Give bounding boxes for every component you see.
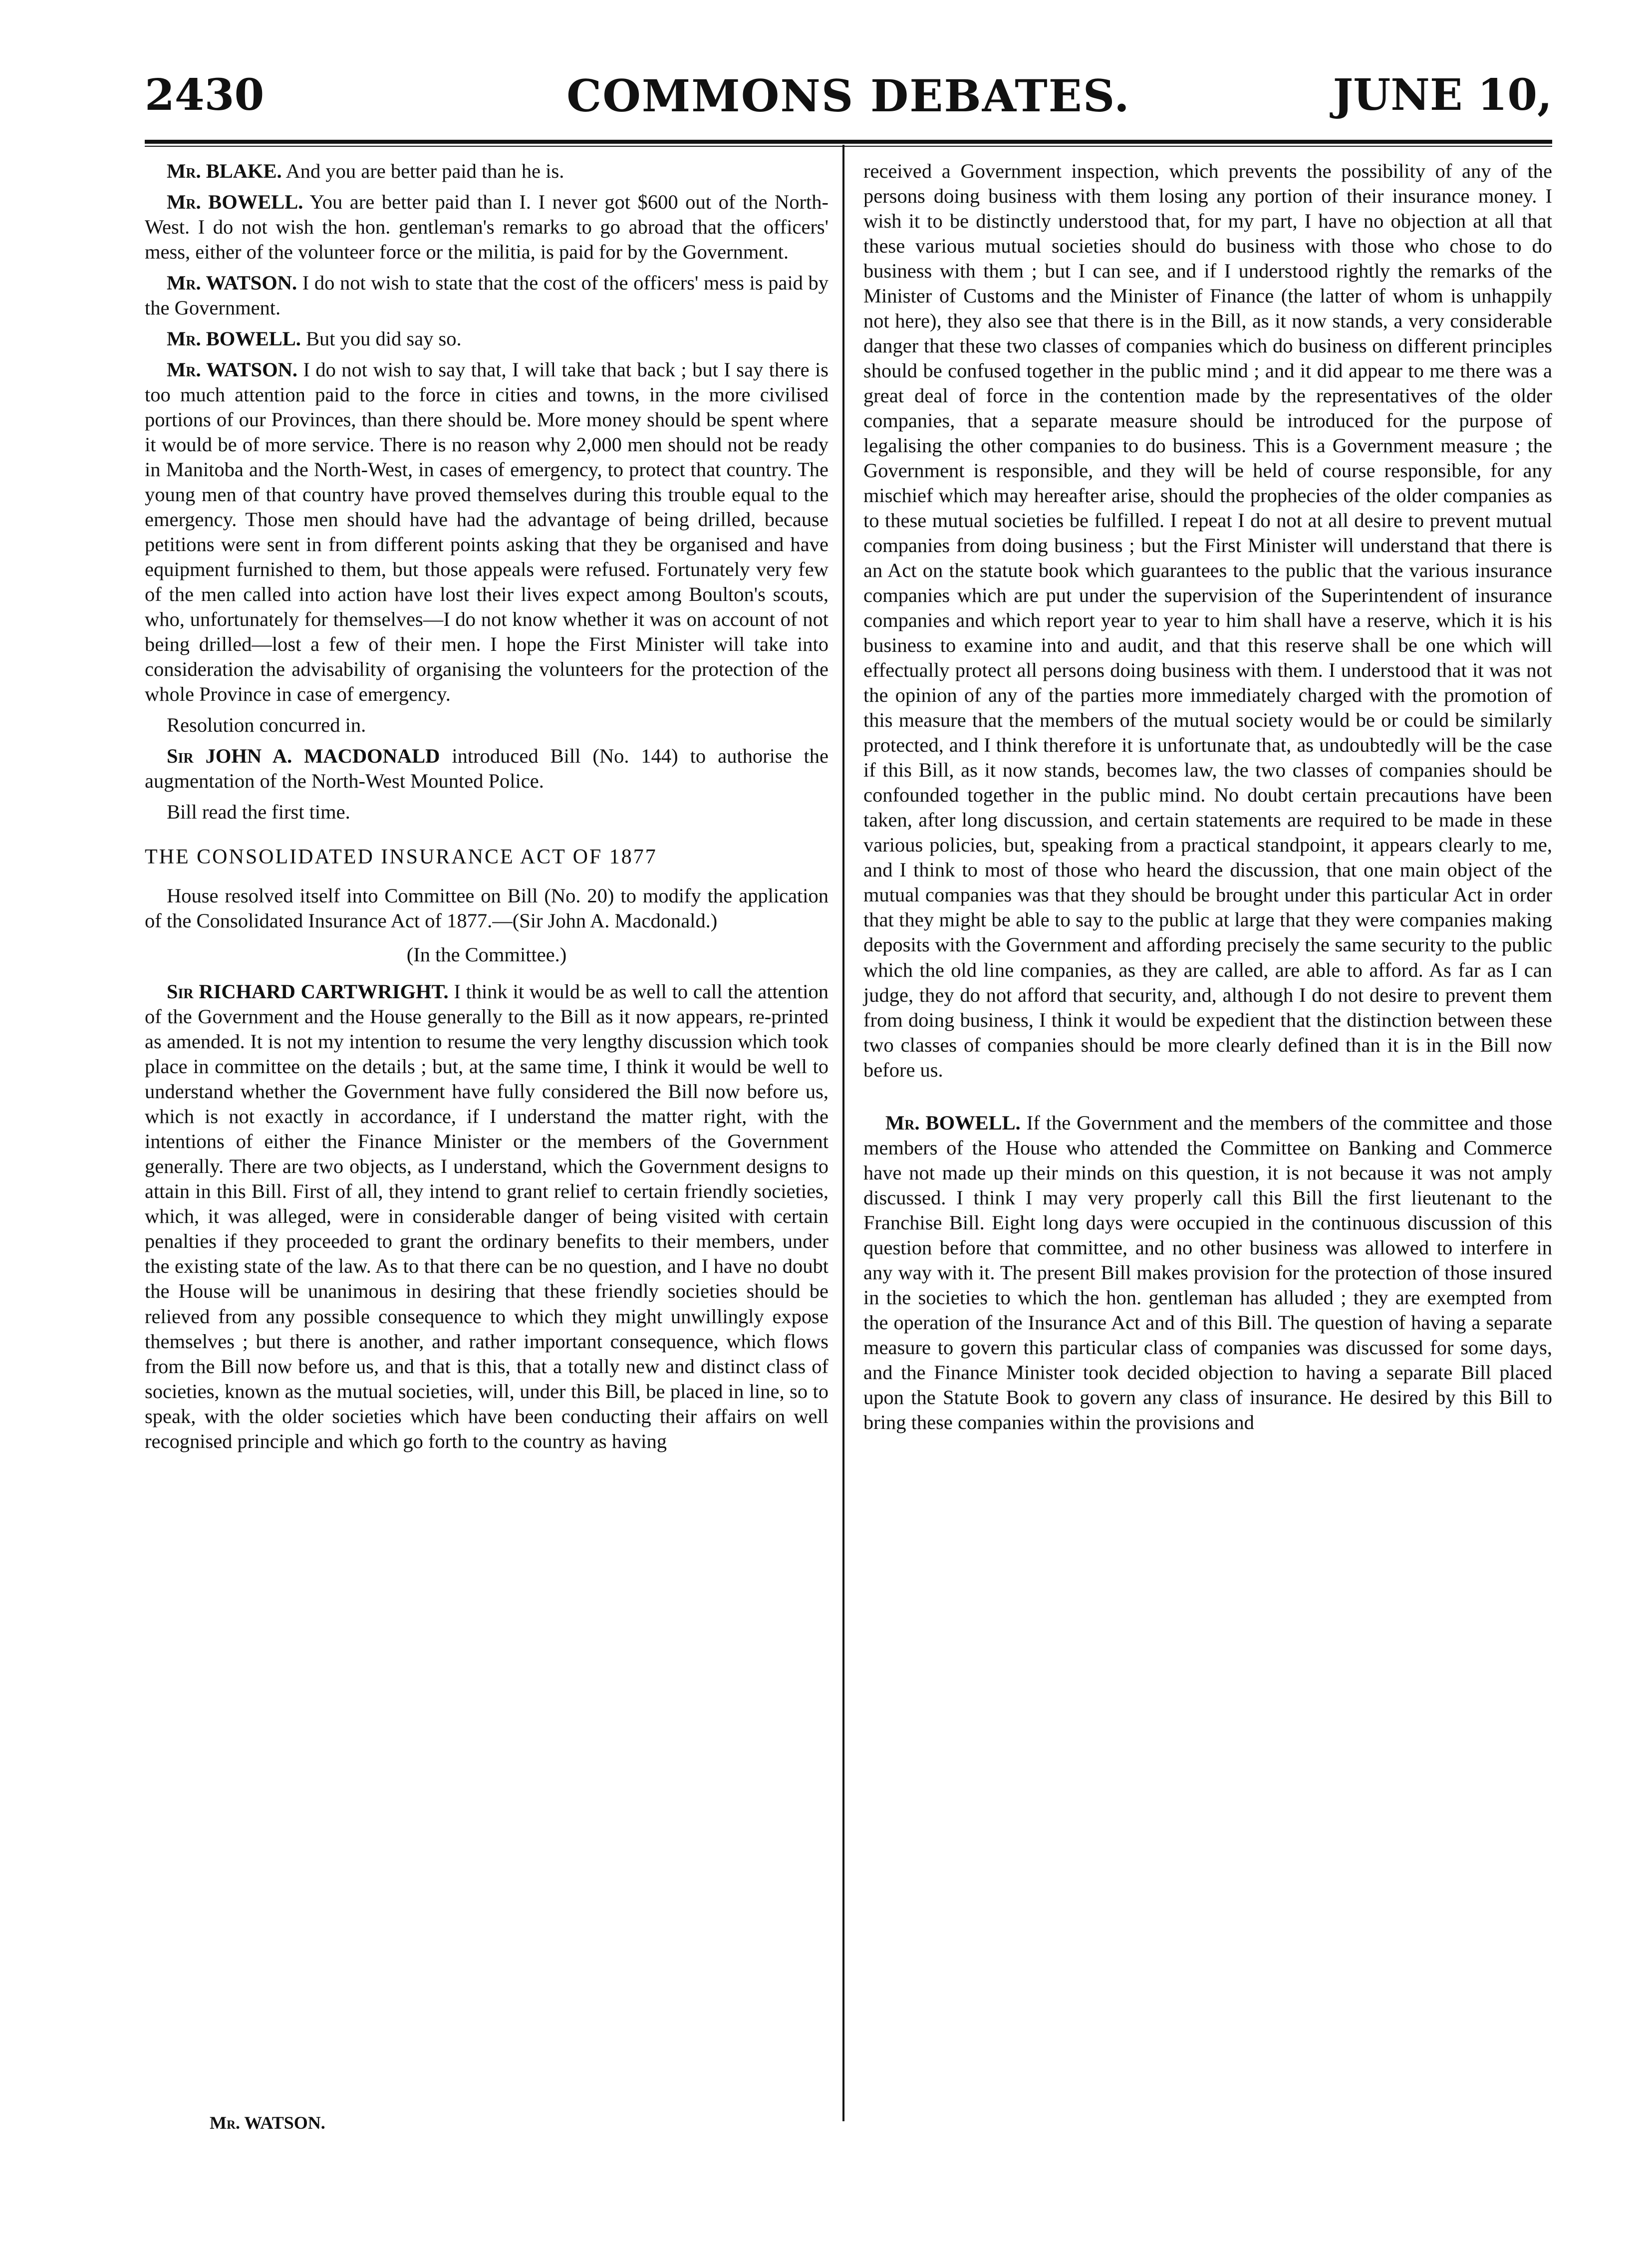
- speaker-name: Sir JOHN A. MACDONALD: [167, 745, 440, 768]
- procedural-text: Bill read the first time.: [167, 801, 350, 824]
- paragraph: [145, 979, 828, 1453]
- header-date: JUNE 10,: [1333, 70, 1552, 120]
- speech-text: I think it would be as well to call the attention of the Government and the House generally to the Bill as it now appears, re-printed as amended. It is not my intention to resume the very lengthy discussion which took place in committee on the details ; but, at the same time, I think it would be well to understand whether the Government have fully considered the Bill now before us, which is not exactly in accordance, if I understand the matter right, with the intentions of either the Finance Minister or the members of the Government generally. There are two objects, as I understand, which the Government designs to attain in this Bill. First of all, they intend to grant relief to certain friendly societies, which, it was alleged, were in considerable danger of being visited with certain penalties if they proceeded to grant the ordinary benefits to their members, under the existing state of the law. As to that there can be no question, and I have no doubt the House will be unanimous in desiring that these friendly societies should be relieved from any possible consequence to which they might unwillingly expose themselves ; but there is another, and rather important consequence, which flows from the Bill now before us, and that is this, that a totally new and distinct class of societies, known as the mutual societies, will, under this Bill, be placed in line, so to speak, with the older societies which have been conducting their affairs on well recognised principle and which go forth to the country as having: [145, 980, 828, 1452]
- continuation-paragraph: received a Government inspection, which prevents the possibility of any of the persons doing business with them losing any portion of their insurance money. I wish it to be distinctly understood that, for my part, I have no objection at all that these various mutual societies should do business with those who chose to do business with them ; but I can see, and if I understood rightly the remarks of the Minister of Customs and the Minister of Finance (the latter of whom is unhappily not here), they also see that there is in the Bill, as it now stands, a very considerable danger that these two classes of companies which do business on different principles should be confused together in the public mind ; and it did appear to me there was a great deal of force in the contention made by the representatives of the older companies, that a separate measure should be introduced for the purpose of legalising the other companies to do business. This is a Government measure ; the Government is responsible, and they will be held of course responsible, for any mischief which may hereafter arise, should the prophecies of the older companies as to these mutual societies be fulfilled. I repeat I do not at all desire to prevent mutual companies from doing business ; but the First Minister will understand that there is an Act on the statute book which guarantees to the public that the various insurance companies which are put under the supervision of the Superintendent of insurance companies and which report year to year to him shall have a reserve, which it is his business to examine into and audit, and that this reserve shall be one which will effectually protect all persons doing business with them. I understood that it was not the opinion of any of the parties more immediately charged with the promotion of this measure that the members of the mutual society would be or could be similarly protected, and I think therefore it is unfortunate that, as undoubtedly will be the case if this Bill, as it now stands, becomes law, the two classes of companies should be confounded together in the public mind. No doubt certain precautions have been taken, after long discussion, and certain statements are required to be made in these various policies, but, speaking from a practical standpoint, it appears clearly to me, and I think to most of those who heard the discussion, that one main object of the mutual companies was that they should be brought under this particular Act in order that they might be able to say to the public at large that they were companies making deposits with the Government and affording precisely the same security to the public which the old line companies, as they are called, are able to afford. As far as I can judge, they do not afford that security, and, although I do not desire to prevent them from doing business, I think it would be expedient that the distinction between these two classes of companies should be more clearly defined than it is in the Bill now before us.: [863, 160, 1552, 1081]
- speech-text: But you did say so.: [306, 327, 462, 350]
- procedural-text: Resolution concurred in.: [167, 714, 366, 737]
- procedural-note: [145, 800, 828, 825]
- section-intro: House resolved itself into Committee on Bill (No. 20) to modify the application of the Consolidated Insurance Act of 1877.—(Sir John A. Macdonald.): [145, 884, 828, 932]
- speaker-name: Mr. WATSON.: [167, 272, 297, 294]
- speaker-name: Mr. BOWELL.: [167, 191, 303, 214]
- header-rule: [145, 140, 1552, 144]
- right-column: [863, 159, 1552, 1441]
- paragraph: [145, 159, 828, 184]
- speech-text: introduced Bill (No. 144) to authorise the augmentation of the North-West Mounted Police.: [145, 745, 829, 793]
- speech-text: I do not wish to state that the cost of the officers' mess is paid by the Government.: [145, 272, 828, 319]
- speaker-name: Mr. WATSON.: [167, 358, 297, 381]
- speech-text: And you are better paid than he is.: [285, 160, 564, 182]
- publication-title: COMMONS DEBATES.: [566, 70, 1130, 122]
- paragraph: [145, 271, 828, 320]
- page-number: 2430: [145, 70, 265, 120]
- paragraph: [145, 326, 828, 351]
- paragraph: [145, 744, 828, 794]
- paragraph: [145, 357, 828, 707]
- column-divider: [842, 145, 844, 2121]
- paragraph: [145, 190, 828, 265]
- procedural-note: [145, 713, 828, 738]
- paragraph: [863, 1111, 1552, 1435]
- paragraph-gap: [863, 1089, 1552, 1111]
- speech-text: I do not wish to say that, I will take that back ; but I say there is too much attention paid to the force in cities and towns, in the more civilised portions of our Provinces, than there should be. More money should be spent where it would be of more service. There is no reason why 2,000 men should not be ready in Manitoba and the North-West, in cases of emergency, to protect that country. The young men of that country have proved themselves during this trouble equal to the emergency. Those men should have had the advantage of being drilled, because petitions were sent in from different points asking that they be organised and have equipment furnished to them, but those appeals were refused. Fortunately very few of the men called into action have lost their lives expect among Boulton's scouts, who, unfortunately for themselves—I do not know whether it was on account of not being drilled—lost a few of their men. I hope the First Minister will take into consideration the advisability of organising the volunteers for the protection of the whole Province in case of emergency.: [145, 358, 829, 706]
- committee-note: (In the Committee.): [406, 943, 567, 966]
- footer-speaker-catchword: Mr. WATSON.: [210, 2113, 325, 2133]
- speech-text: If the Government and the members of the committee and those members of the House who attended the Committee on Banking and Commerce have not made up their minds on this question, it is not because it was not amply discussed. I think I may very properly call this Bill the first lieutenant to the Franchise Bill. Eight long days were occupied in the continuous discussion of this question before that committee, and no other business was allowed to interfere in any way with it. The present Bill makes provision for the protection of those insured in the societies to which the hon. gentleman has alluded ; they are exempted from the operation of the Insurance Act and of this Bill. The question of having a separate measure to govern this particular class of companies was discussed for some days, and the Finance Minister took decided objection to having a separate Bill placed upon the Statute Book to govern any class of insurance. He desired by this Bill to bring these companies within the provisions and: [863, 1111, 1552, 1433]
- speaker-name: Sir RICHARD CARTWRIGHT.: [167, 980, 449, 1003]
- left-column: [145, 159, 828, 1460]
- speech-text: You are better paid than I. I never got $600 out of the North-West. I do not wish the hon. gentleman's remarks to go abroad that the officers' mess, either of the volunteer force or the militia, is paid for by the Government.: [145, 191, 829, 264]
- section-heading: THE CONSOLIDATED INSURANCE ACT OF 1877: [145, 846, 657, 869]
- page-header: [145, 70, 1552, 130]
- speaker-name: Mr. BOWELL.: [167, 327, 301, 350]
- header-rule-thin: [145, 146, 1552, 147]
- speaker-name: Mr. BOWELL.: [885, 1111, 1021, 1134]
- speaker-name: Mr. BLAKE.: [167, 160, 282, 182]
